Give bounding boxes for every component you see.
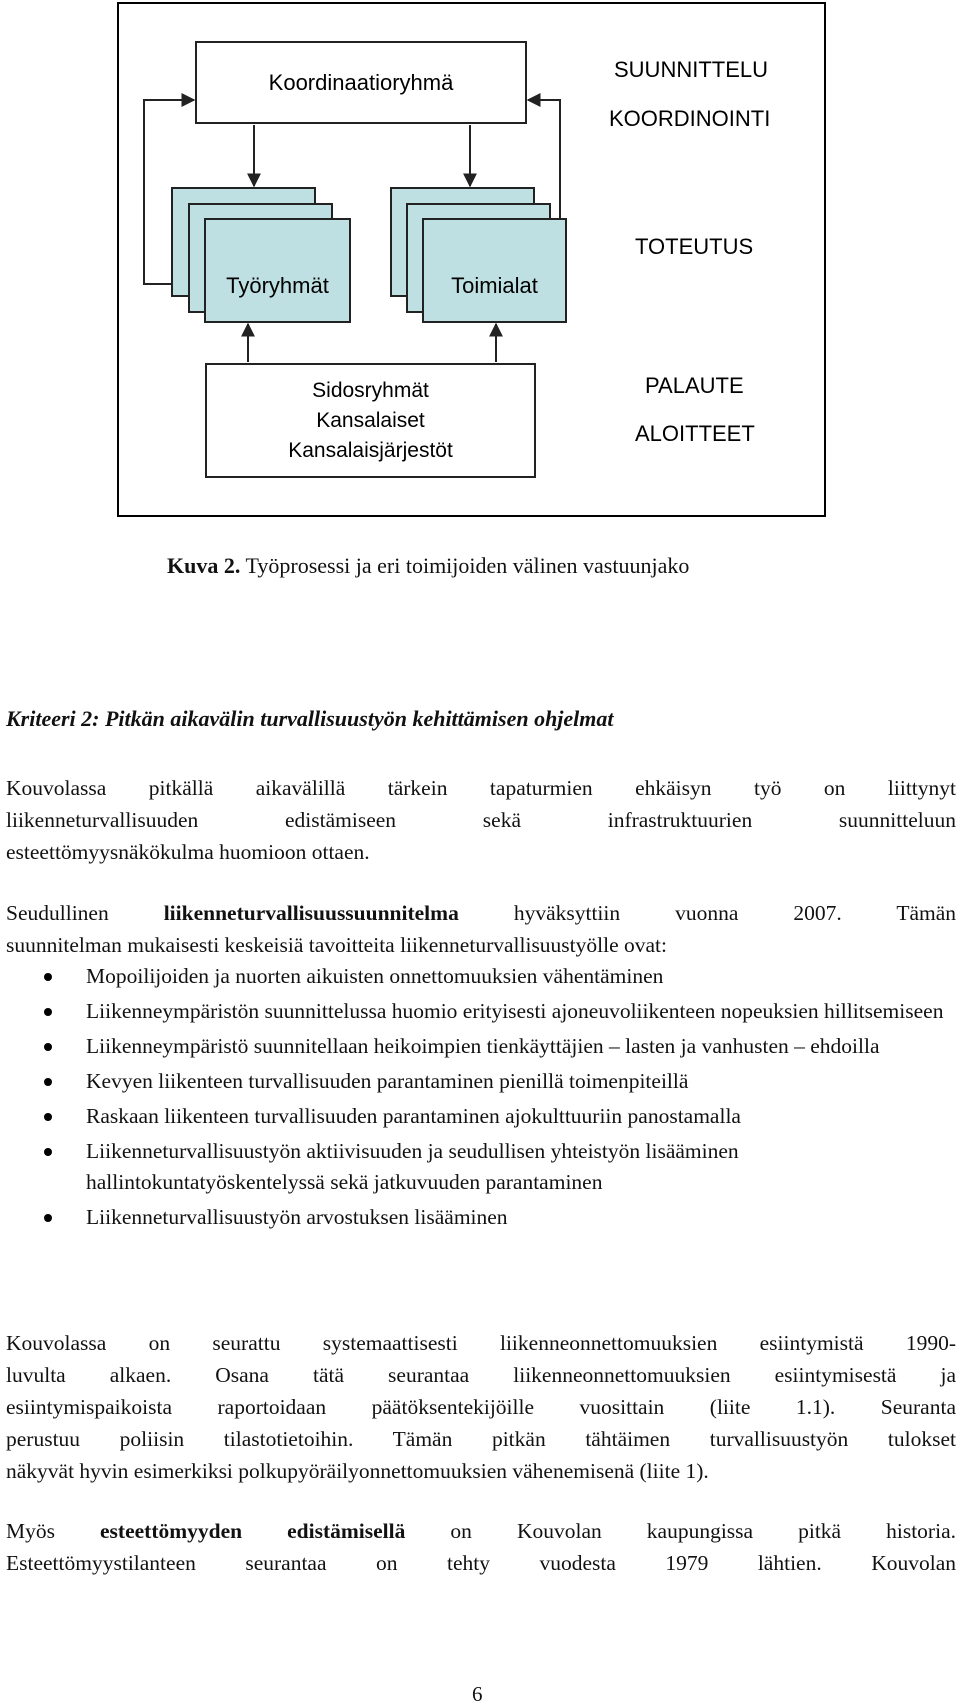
kansalaiset-label: Kansalaiset bbox=[316, 408, 425, 432]
goals-list bbox=[40, 961, 952, 1237]
paragraph-3 bbox=[6, 1327, 956, 1487]
paragraph-2-post: hyväksyttiin vuonna 2007. Tämän bbox=[513, 901, 957, 925]
sidosryhmat-label: Sidosryhmät bbox=[312, 378, 429, 402]
list-item: Liikenneturvallisuustyön arvostuksen lisääminen bbox=[40, 1202, 952, 1233]
list-item: Mopoilijoiden ja nuorten aikuisten onnettomuuksien vähentäminen bbox=[40, 961, 952, 992]
paragraph-3-line-4: perustuu poliisin tilastotietoihin. Tämän pitkän tähtäimen turvallisuustyön tulokset bbox=[6, 1427, 956, 1451]
tyoryhmat-box: Työryhmät bbox=[204, 218, 351, 323]
paragraph-4-line-2: Esteettömyystilanteen seurantaa on tehty vuodesta 1979 lähtien. Kouvolan bbox=[6, 1551, 956, 1575]
paragraph-2 bbox=[6, 897, 956, 961]
toteutus-label: TOTEUTUS bbox=[635, 234, 754, 259]
suunnittelu-label: SUUNNITTELU bbox=[614, 57, 769, 82]
figure-caption bbox=[167, 553, 689, 579]
paragraph-1-line-2: liikenneturvallisuuden edistämiseen sekä infrastruktuurien suunnitteluun bbox=[6, 808, 956, 832]
paragraph-3-line-5: näkyvät hyvin esimerkiksi polkupyöräilyonnettomuuksien vähenemisenä (liite 1). bbox=[6, 1459, 709, 1483]
paragraph-3-line-3: esiintymispaikoista raportoidaan päätöksentekijöille vuosittain (liite 1.1). Seuranta bbox=[6, 1395, 956, 1419]
paragraph-4-line-1 bbox=[6, 1515, 956, 1547]
list-item: Raskaan liikenteen turvallisuuden parantaminen ajokulttuuriin panostamalla bbox=[40, 1101, 952, 1132]
paragraph-4-bold: esteettömyyden edistämisellä bbox=[100, 1519, 406, 1543]
list-item: Liikenneturvallisuustyön aktiivisuuden ja seudullisen yhteistyön lisääminen hallintokuntatyöskentelyssä sekä jatkuvuuden parantaminen bbox=[40, 1136, 952, 1198]
kansalaisjarjestot-label: Kansalaisjärjestöt bbox=[288, 438, 453, 462]
figure-caption-text: Työprosessi ja eri toimijoiden välinen vastuunjako bbox=[245, 553, 690, 578]
paragraph-4-post: on Kouvolan kaupungissa pitkä historia. bbox=[450, 1519, 956, 1543]
page-number: 6 bbox=[472, 1682, 483, 1706]
list-item: Liikenneympäristön suunnittelussa huomio erityisesti ajoneuvoliikenteen nopeuksien hillitsemiseen bbox=[40, 996, 952, 1027]
aloitteet-label: ALOITTEET bbox=[635, 421, 755, 446]
list-item: Liikenneympäristö suunnitellaan heikoimpien tienkäyttäjien – lasten ja vanhusten – ehdoilla bbox=[40, 1031, 952, 1062]
paragraph-1 bbox=[6, 772, 956, 868]
paragraph-3-line-2: luvulta alkaen. Osana tätä seurantaa liikenneonnettomuuksien esiintymisestä ja bbox=[6, 1363, 956, 1387]
figure-caption-label: Kuva 2. bbox=[167, 553, 241, 578]
paragraph-2-line-1 bbox=[6, 897, 956, 929]
koordinaatioryhma-box: Koordinaatioryhmä bbox=[195, 41, 527, 124]
paragraph-4-pre: Myös bbox=[6, 1519, 55, 1543]
paragraph-1-line-1: Kouvolassa pitkällä aikavälillä tärkein tapaturmien ehkäisyn työ on liittynyt bbox=[6, 776, 956, 800]
palaute-label: PALAUTE bbox=[645, 373, 744, 398]
paragraph-2-bold: liikenneturvallisuussuunnitelma bbox=[163, 901, 459, 925]
paragraph-3-line-1: Kouvolassa on seurattu systemaattisesti liikenneonnettomuuksien esiintymistä 1990- bbox=[6, 1331, 956, 1355]
sidosryhmat-box bbox=[205, 363, 536, 478]
list-item: Kevyen liikenteen turvallisuuden parantaminen pienillä toimenpiteillä bbox=[40, 1066, 952, 1097]
toimialat-box: Toimialat bbox=[422, 218, 567, 323]
paragraph-1-line-3: esteettömyysnäkökulma huomioon ottaen. bbox=[6, 840, 370, 864]
koordinointi-label: KOORDINOINTI bbox=[609, 106, 771, 131]
paragraph-2-pre: Seudullinen bbox=[6, 901, 109, 925]
section-heading: Kriteeri 2: Pitkän aikavälin turvallisuustyön kehittämisen ohjelmat bbox=[6, 706, 614, 731]
paragraph-2-line-2: suunnitelman mukaisesti keskeisiä tavoitteita liikenneturvallisuustyölle ovat: bbox=[6, 933, 667, 957]
paragraph-4 bbox=[6, 1515, 956, 1579]
